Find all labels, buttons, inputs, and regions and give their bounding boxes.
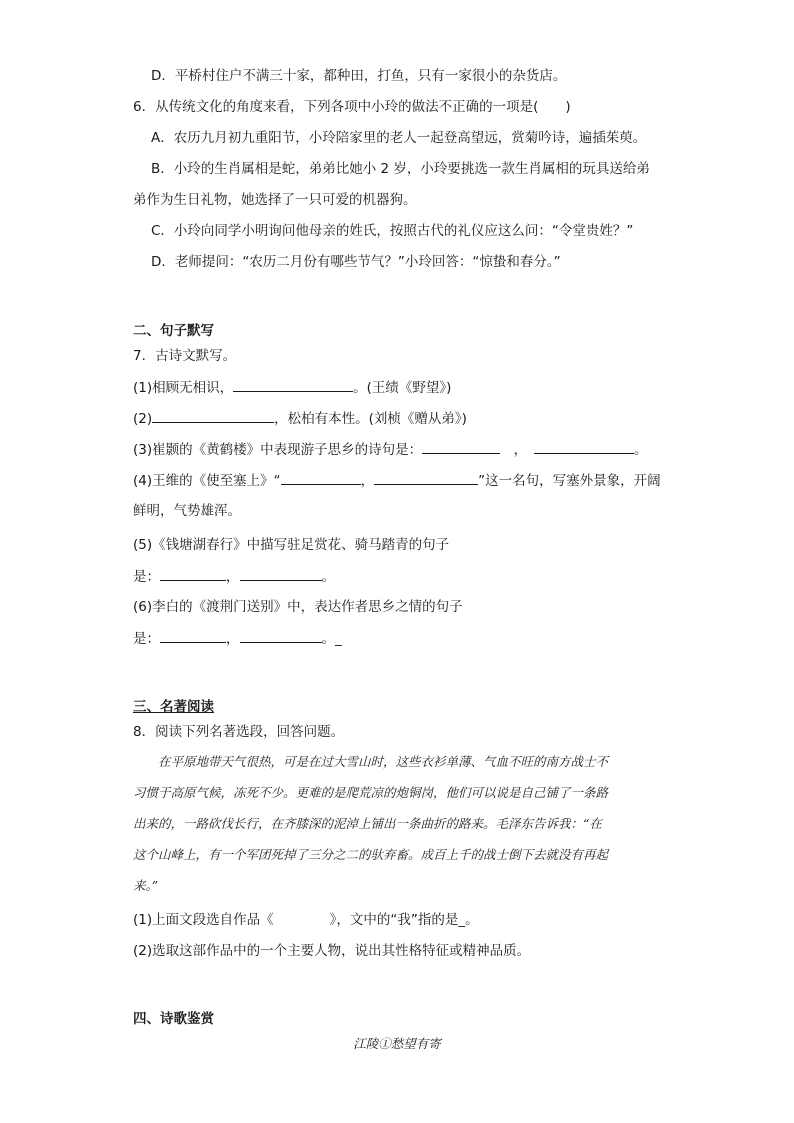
q5-option-d: D．平桥村住户不满三十家，都种田，打鱼，只有一家很小的杂货店。 [151,68,567,84]
recite-line-3 [133,439,647,460]
recite-line-6: (6)李白的《渡荆门送别》中，表达作者思乡之情的句子 [133,599,463,615]
answer-blank[interactable] [160,566,226,581]
answer-blank[interactable] [152,408,274,423]
passage-line: 在平原地带天气很热，可是在过大雪山时，这些衣衫单薄、气血不旺的南方战士不 [133,754,609,769]
recite-5-prefix: 是： [133,569,160,585]
passage-line: 习惯于高原气候，冻死不少。更难的是爬荒凉的炮铜岗，他们可以说是自己铺了一条路 [133,785,609,800]
recite-line-6-answer [133,628,342,649]
q6-option-b-line1: B．小玲的生肖属相是蛇，弟弟比她小 2 岁，小玲要挑选一款生肖属相的玩具送给弟 [151,161,650,177]
poem-title: 江陵①愁望有寄 [353,1036,441,1051]
recite-line-4 [133,470,661,491]
q7-stem: 7．古诗文默写。 [133,348,237,364]
recite-2-suffix: ，松柏有本性。(刘桢《赠从弟》) [274,411,467,427]
section-4-title: 四、诗歌鉴赏 [133,1011,214,1027]
q6-stem: 6．从传统文化的角度来看，下列各项中小玲的做法不正确的一项是( ) [133,99,571,115]
recite-line-4-cont: 鲜明，气势雄浑。 [133,503,241,519]
recite-line-5: (5)《钱塘湖春行》中描写驻足赏花、骑马踏青的句子 [133,537,450,553]
section-3-title: 三、名著阅读 [133,699,214,715]
passage-line: 出来的，一路砍伐长行，在齐膝深的泥淖上铺出一条曲折的路来。毛泽东告诉我：“在 [133,816,602,831]
q6-option-a: A．农历九月初九重阳节，小玲陪家里的老人一起登高望远，赏菊吟诗，遍插茱萸。 [151,130,647,146]
answer-blank[interactable] [240,566,322,581]
passage-line: 这个山峰上，有一个军团死掉了三分之二的驮弃畜。成百上千的战士倒下去就没有再起 [133,847,609,862]
answer-blank[interactable] [422,439,500,454]
q6-option-b-line2: 弟作为生日礼物，她选择了一只可爱的机器狗。 [133,192,417,208]
recite-6-end: 。_ [321,631,342,647]
q6-option-c: C．小玲向同学小明询问他母亲的姓氏，按照古代的礼仪应这么问：“令堂贵姓？” [151,223,634,239]
section-2-title: 二、句子默写 [133,323,214,339]
answer-blank[interactable] [374,470,478,485]
recite-3-end: 。 [633,442,648,458]
recite-line-5-answer [133,566,335,587]
answer-blank[interactable] [281,470,361,485]
recite-3-sep: ， [500,442,534,458]
q8-sub-1-suffix: 》，文中的“我”指的是_。 [329,912,479,928]
recite-2-prefix: (2) [133,411,153,427]
answer-blank[interactable] [233,377,353,392]
answer-blank[interactable] [240,628,322,643]
recite-3-prefix: (3)崔颢的《黄鹤楼》中表现游子思乡的诗句是： [133,442,423,458]
answer-blank[interactable] [160,628,226,643]
recite-1-suffix: 。(王绩《野望》) [353,380,452,396]
q8-stem: 8．阅读下列名著选段，回答问题。 [133,724,345,740]
recite-5-end: 。 [321,569,335,585]
q6-option-d: D．老师提问：“农历二月份有哪些节气？”小玲回答：“惊蛰和春分。” [151,254,561,270]
passage-line: 来。” [133,878,159,893]
recite-1-prefix: (1)相顾无相识， [133,380,234,396]
q8-sub-1-prefix: (1)上面文段选自作品《 [133,912,274,928]
q8-sub-1 [133,910,479,930]
answer-blank[interactable] [534,439,634,454]
q8-sub-2: (2)选取这部作品中的一个主要人物，说出其性格特征或精神品质。 [133,943,531,959]
recite-5-sep: ， [226,569,240,585]
recite-4-suffix: ”这一名句，写塞外景象，开阔 [478,473,661,489]
recite-4-sep: ， [360,473,375,489]
recite-4-prefix: (4)王维的《使至塞上》“ [133,473,281,489]
recite-line-1 [133,377,451,398]
recite-6-sep: ， [226,631,240,647]
recite-line-2 [133,408,467,429]
recite-6-prefix: 是： [133,631,160,647]
